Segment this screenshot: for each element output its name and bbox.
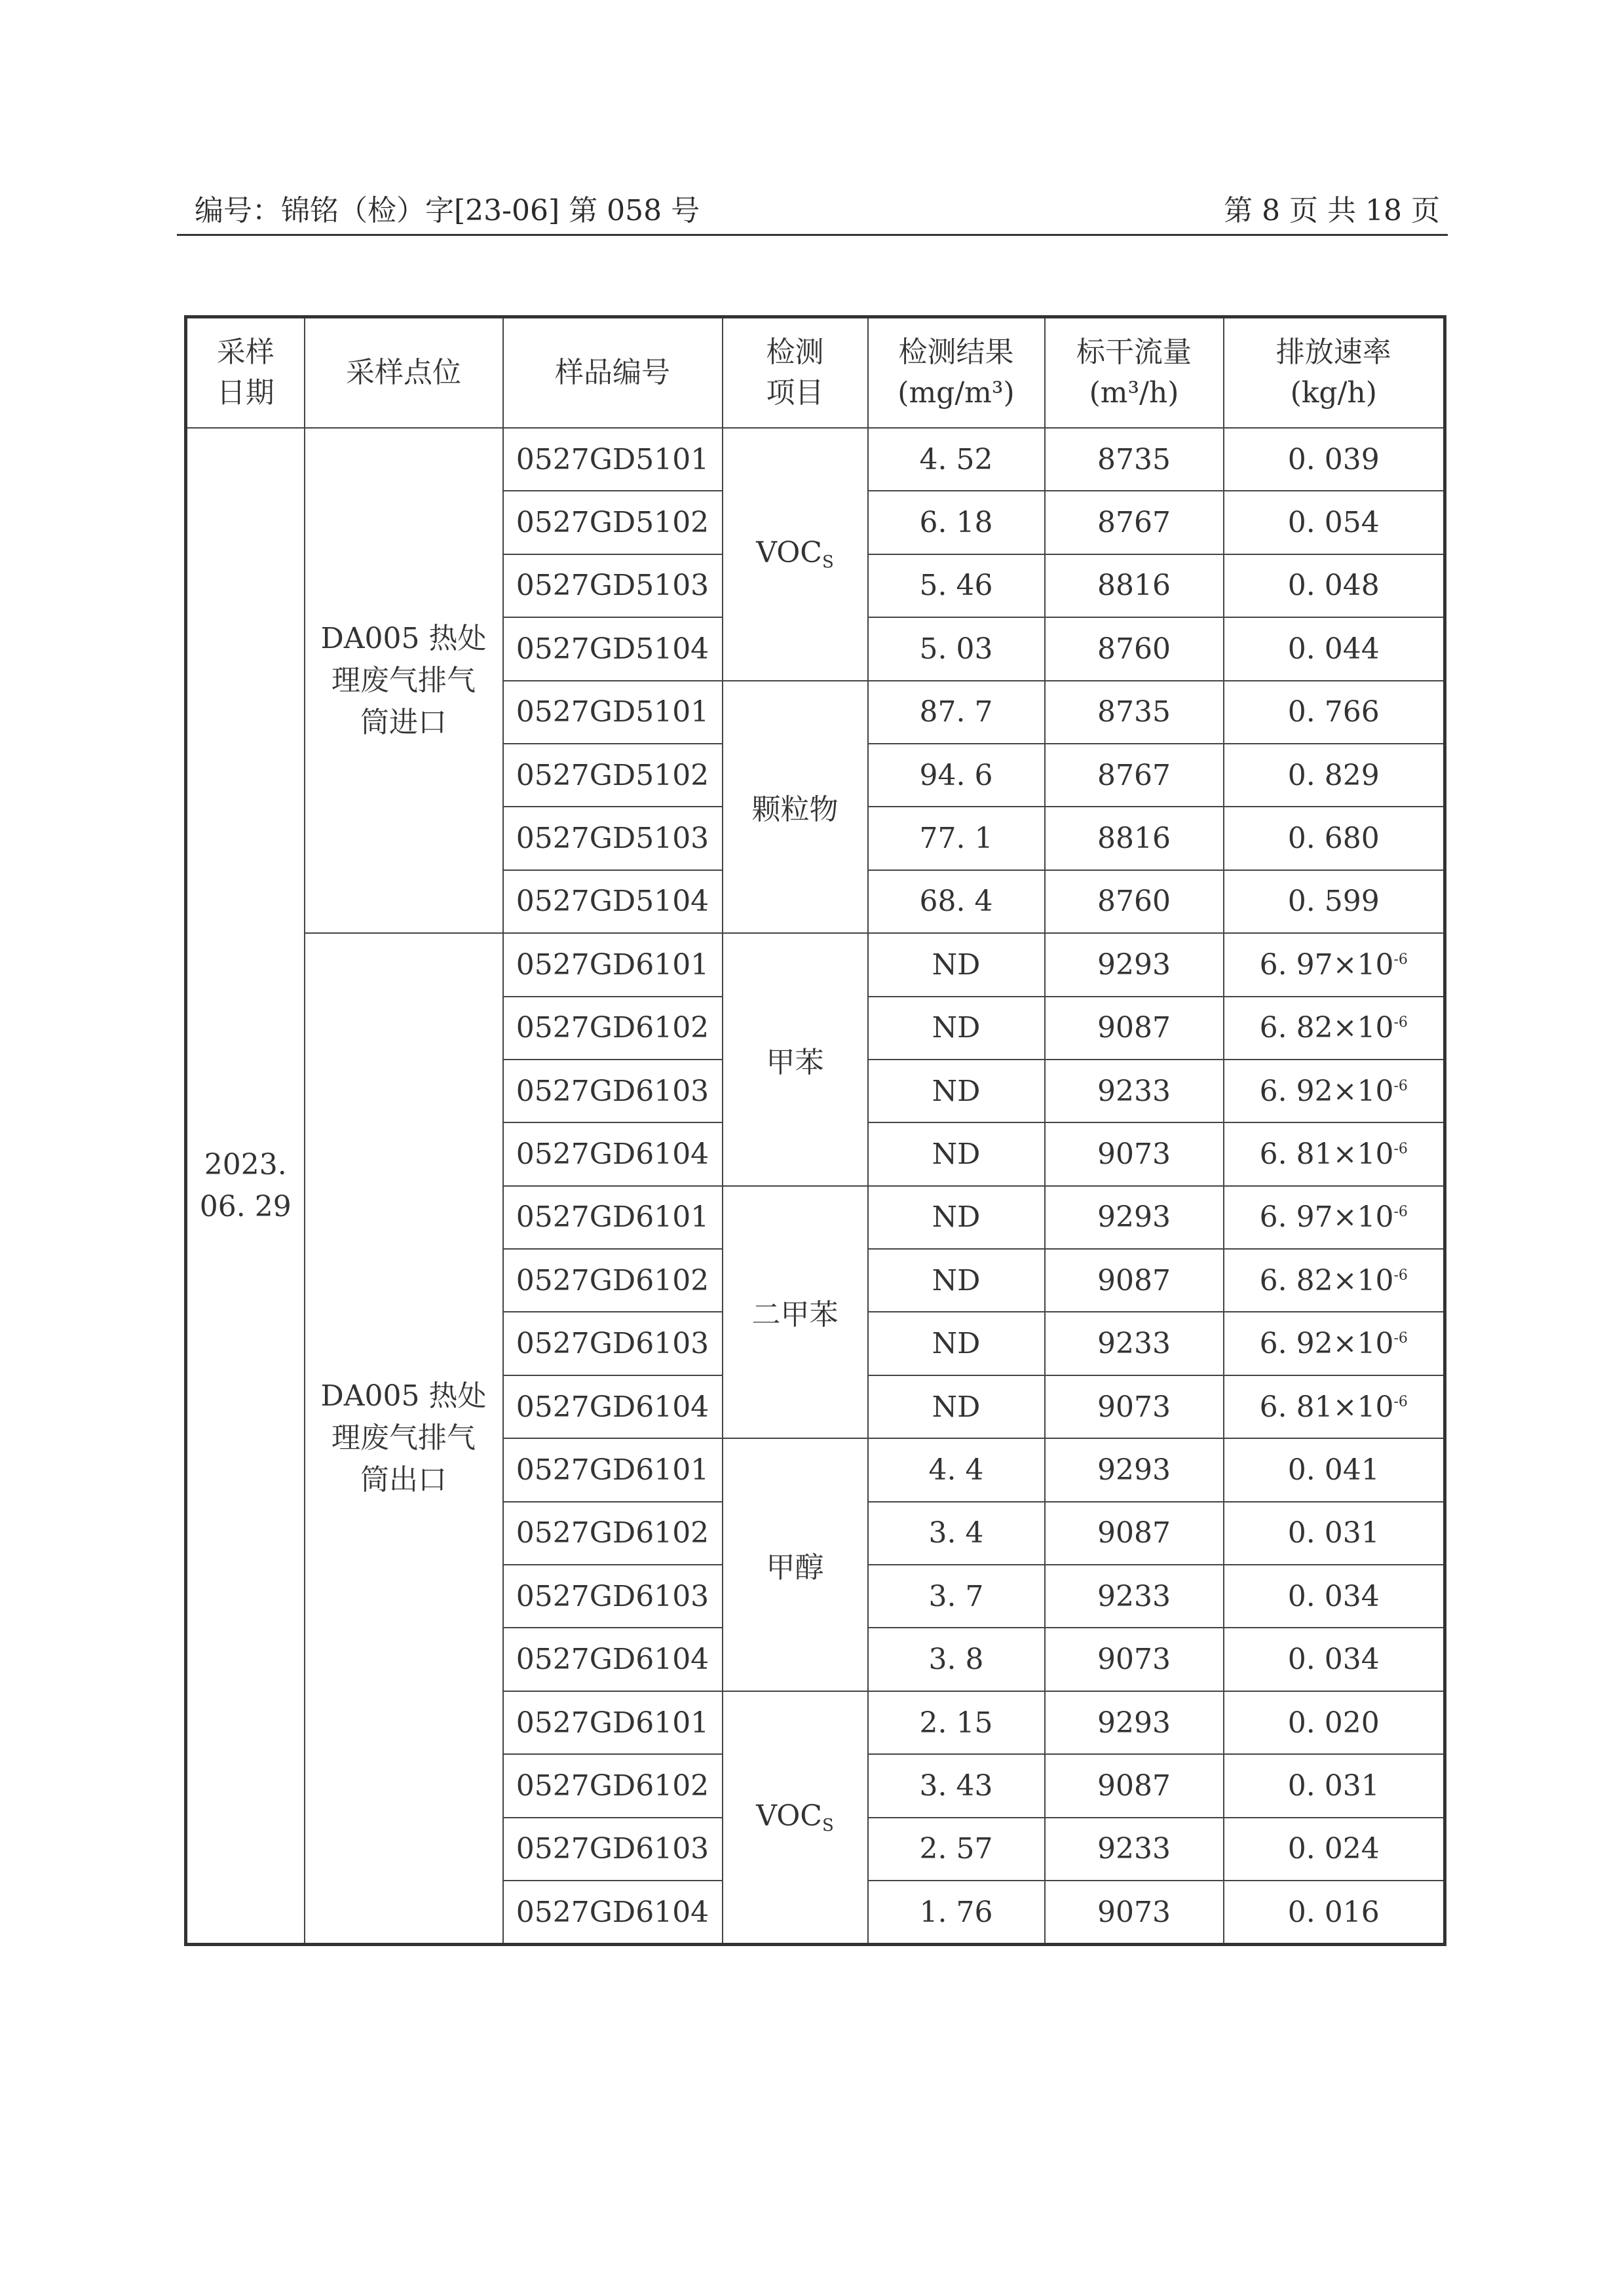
result-cell: ND: [868, 997, 1045, 1060]
result-cell: 1. 76: [868, 1881, 1045, 1945]
rate-cell: 6. $92\times 10^{-6}$: [1224, 1312, 1445, 1375]
result-cell: 2. 57: [868, 1818, 1045, 1881]
header-flow-rate: 标干流量 (m³/h): [1045, 317, 1224, 429]
sample-number-cell: 0527GD5104: [503, 617, 723, 680]
sample-number-cell: 0527GD6101: [503, 933, 723, 996]
table-header-row: [186, 317, 1445, 429]
result-cell: ND: [868, 1375, 1045, 1438]
flow-cell: 9233: [1045, 1312, 1224, 1375]
location-outlet-cell: DA005 热处 理废气排气 筒出口: [305, 933, 503, 1945]
sample-number-cell: 0527GD6102: [503, 1502, 723, 1565]
rate-cell: 6. $81\times 10^{-6}$: [1224, 1122, 1445, 1185]
rate-cell: 0. 048: [1224, 554, 1445, 617]
result-cell: 87. 7: [868, 681, 1045, 744]
flow-cell: 9087: [1045, 1249, 1224, 1312]
flow-cell: 8760: [1045, 870, 1224, 933]
flow-cell: 8760: [1045, 617, 1224, 680]
rate-cell: 0. 020: [1224, 1691, 1445, 1754]
result-cell: 94. 6: [868, 744, 1045, 807]
table-row: [186, 428, 1445, 491]
result-cell: 3. 7: [868, 1565, 1045, 1628]
sample-number-cell: 0527GD5103: [503, 807, 723, 870]
header-sample-number: 样品编号: [503, 317, 723, 429]
sample-number-cell: 0527GD6102: [503, 997, 723, 1060]
result-cell: ND: [868, 1249, 1045, 1312]
result-cell: 2. 15: [868, 1691, 1045, 1754]
flow-cell: 9233: [1045, 1565, 1224, 1628]
result-cell: 5. 03: [868, 617, 1045, 680]
header-sampling-location: 采样点位: [305, 317, 503, 429]
sample-number-cell: 0527GD5101: [503, 428, 723, 491]
test-results-table: [184, 315, 1446, 1946]
rate-cell: 6. $82\times 10^{-6}$: [1224, 997, 1445, 1060]
sample-number-cell: 0527GD5104: [503, 870, 723, 933]
rate-cell: 0. 034: [1224, 1565, 1445, 1628]
rate-cell: 0. 599: [1224, 870, 1445, 933]
sample-number-cell: 0527GD5103: [503, 554, 723, 617]
test-item-cell: 颗粒物: [723, 681, 868, 934]
sample-number-cell: 0527GD6103: [503, 1060, 723, 1122]
sample-number-cell: 0527GD6103: [503, 1312, 723, 1375]
rate-cell: 0. 034: [1224, 1628, 1445, 1691]
flow-cell: 9073: [1045, 1375, 1224, 1438]
flow-cell: 9073: [1045, 1881, 1224, 1945]
header-sampling-date: 采样 日期: [186, 317, 305, 429]
header-divider: [177, 234, 1448, 236]
result-cell: ND: [868, 933, 1045, 996]
rate-cell: 0. 680: [1224, 807, 1445, 870]
flow-cell: 9233: [1045, 1060, 1224, 1122]
sample-number-cell: 0527GD6104: [503, 1122, 723, 1185]
flow-cell: 9073: [1045, 1628, 1224, 1691]
rate-cell: 6. $81\times 10^{-6}$: [1224, 1375, 1445, 1438]
result-cell: 77. 1: [868, 807, 1045, 870]
sample-number-cell: 0527GD6101: [503, 1691, 723, 1754]
flow-cell: 9293: [1045, 1691, 1224, 1754]
flow-cell: 8816: [1045, 807, 1224, 870]
flow-cell: 9293: [1045, 1438, 1224, 1501]
rate-cell: 0. 039: [1224, 428, 1445, 491]
sample-number-cell: 0527GD6104: [503, 1881, 723, 1945]
sample-number-cell: 0527GD6104: [503, 1375, 723, 1438]
rate-cell: 0. 044: [1224, 617, 1445, 680]
test-item-cell: 甲苯: [723, 933, 868, 1186]
flow-cell: 8735: [1045, 428, 1224, 491]
sample-number-cell: 0527GD6102: [503, 1249, 723, 1312]
sample-number-cell: 0527GD5102: [503, 744, 723, 807]
sampling-date-cell: 2023. 06. 29: [186, 428, 305, 1945]
sample-number-cell: 0527GD5101: [503, 681, 723, 744]
flow-cell: 9087: [1045, 1754, 1224, 1817]
rate-cell: 0. 016: [1224, 1881, 1445, 1945]
header-test-result: 检测结果 (mg/m³): [868, 317, 1045, 429]
result-cell: ND: [868, 1312, 1045, 1375]
flow-cell: 8735: [1045, 681, 1224, 744]
test-item-cell: $VOC_S$: [723, 428, 868, 681]
sample-number-cell: 0527GD6102: [503, 1754, 723, 1817]
flow-cell: 9087: [1045, 997, 1224, 1060]
table-row: [186, 933, 1445, 996]
result-cell: 4. 52: [868, 428, 1045, 491]
page-header: [188, 191, 1446, 231]
flow-cell: 9293: [1045, 933, 1224, 996]
result-cell: 3. 43: [868, 1754, 1045, 1817]
rate-cell: 0. 031: [1224, 1754, 1445, 1817]
flow-cell: 9087: [1045, 1502, 1224, 1565]
rate-cell: 6. $97\times 10^{-6}$: [1224, 1186, 1445, 1249]
rate-cell: 0. 766: [1224, 681, 1445, 744]
sample-number-cell: 0527GD6101: [503, 1438, 723, 1501]
flow-cell: 9293: [1045, 1186, 1224, 1249]
result-cell: 4. 4: [868, 1438, 1045, 1501]
flow-cell: 8767: [1045, 491, 1224, 554]
location-inlet-cell: DA005 热处 理废气排气 筒进口: [305, 428, 503, 933]
rate-cell: 6. $82\times 10^{-6}$: [1224, 1249, 1445, 1312]
test-item-cell: $VOC_S$: [723, 1691, 868, 1945]
result-cell: ND: [868, 1060, 1045, 1122]
rate-cell: 0. 041: [1224, 1438, 1445, 1501]
flow-cell: 9233: [1045, 1818, 1224, 1881]
rate-cell: 0. 054: [1224, 491, 1445, 554]
rate-cell: 6. $97\times 10^{-6}$: [1224, 933, 1445, 996]
test-item-cell: 甲醇: [723, 1438, 868, 1691]
rate-cell: 0. 031: [1224, 1502, 1445, 1565]
document-number: 编号：锦铭（检）字[23-06] 第 058 号: [195, 194, 700, 227]
header-test-item: 检测 项目: [723, 317, 868, 429]
result-cell: 5. 46: [868, 554, 1045, 617]
sample-number-cell: 0527GD6101: [503, 1186, 723, 1249]
sample-number-cell: 0527GD5102: [503, 491, 723, 554]
test-item-cell: 二甲苯: [723, 1186, 868, 1439]
result-cell: 68. 4: [868, 870, 1045, 933]
page-indicator: 第 8 页 共 18 页: [1224, 194, 1440, 227]
flow-cell: 8816: [1045, 554, 1224, 617]
result-cell: 3. 4: [868, 1502, 1045, 1565]
rate-cell: 0. 024: [1224, 1818, 1445, 1881]
sample-number-cell: 0527GD6104: [503, 1628, 723, 1691]
result-cell: 6. 18: [868, 491, 1045, 554]
sample-number-cell: 0527GD6103: [503, 1565, 723, 1628]
result-cell: 3. 8: [868, 1628, 1045, 1691]
header-emission-rate: 排放速率 (kg/h): [1224, 317, 1445, 429]
result-cell: ND: [868, 1122, 1045, 1185]
rate-cell: 6. $92\times 10^{-6}$: [1224, 1060, 1445, 1122]
rate-cell: 0. 829: [1224, 744, 1445, 807]
result-cell: ND: [868, 1186, 1045, 1249]
flow-cell: 8767: [1045, 744, 1224, 807]
sample-number-cell: 0527GD6103: [503, 1818, 723, 1881]
flow-cell: 9073: [1045, 1122, 1224, 1185]
